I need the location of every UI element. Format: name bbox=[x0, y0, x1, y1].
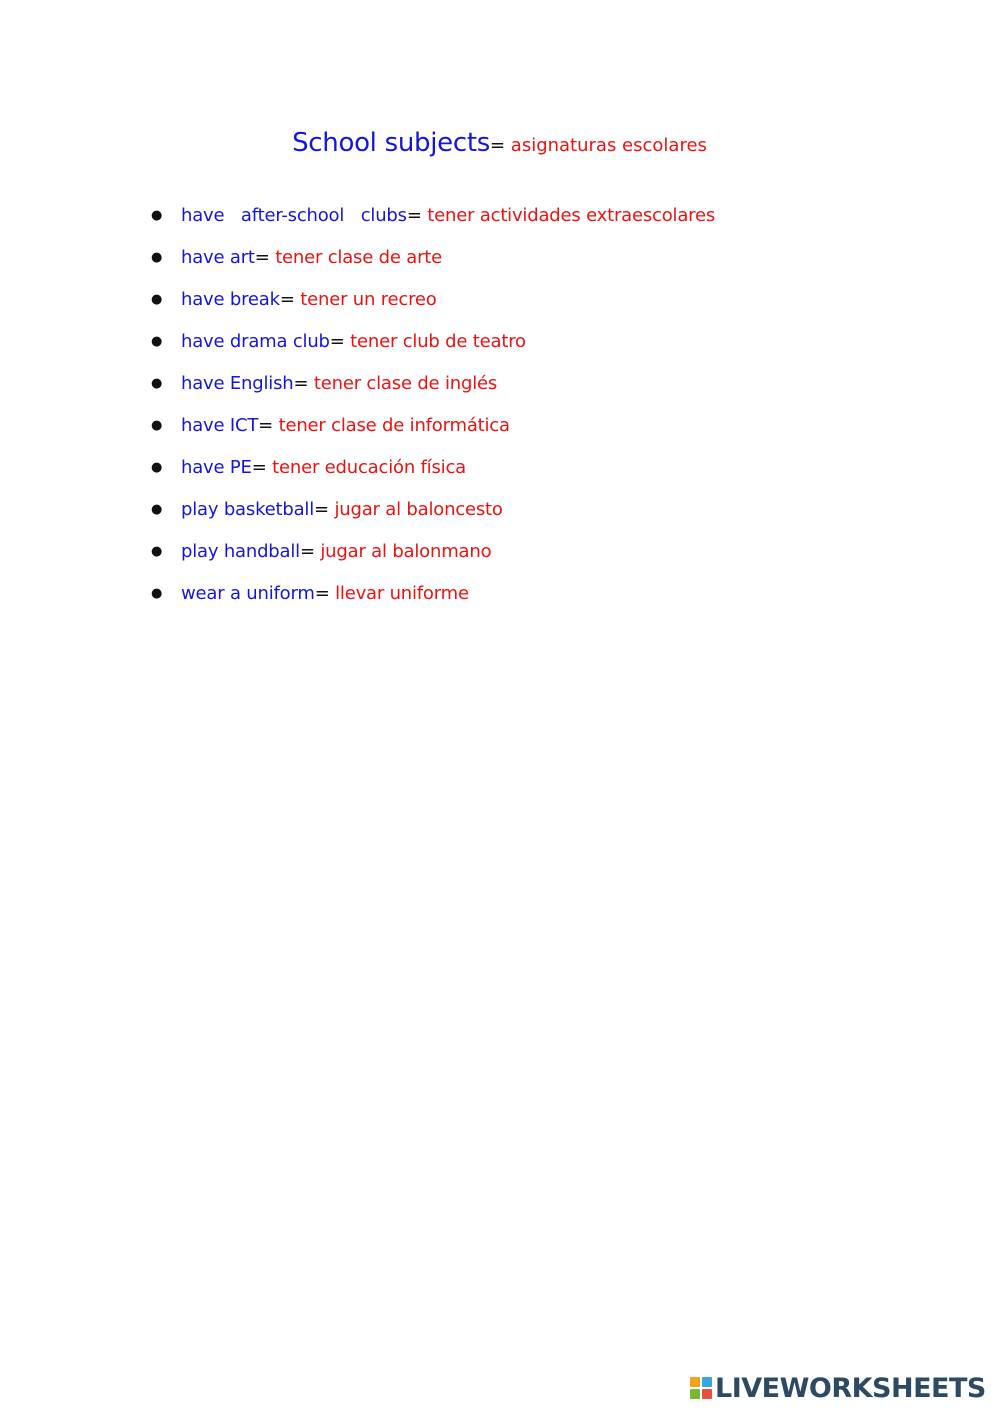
item-spanish: llevar uniforme bbox=[329, 583, 469, 604]
item-english: have art bbox=[181, 247, 255, 268]
item-english: play basketball bbox=[181, 499, 315, 520]
item-english: have break bbox=[181, 289, 280, 310]
item-equals: = bbox=[299, 541, 315, 562]
bullet-icon: ● bbox=[151, 544, 163, 559]
item-equals: = bbox=[406, 205, 422, 226]
bullet-icon: ● bbox=[151, 376, 163, 391]
bullet-icon: ● bbox=[151, 418, 163, 433]
item-equals: = bbox=[258, 415, 274, 436]
item-equals: = bbox=[293, 373, 309, 394]
item-english: wear a uniform bbox=[181, 583, 315, 604]
item-spanish: tener club de teatro bbox=[344, 331, 526, 352]
bullet-icon: ● bbox=[151, 460, 163, 475]
item-equals: = bbox=[329, 331, 345, 352]
item-equals: = bbox=[314, 583, 330, 604]
logo-square-green bbox=[690, 1389, 700, 1399]
item-spanish: jugar al baloncesto bbox=[328, 499, 503, 520]
item-spanish: tener educación física bbox=[266, 457, 466, 478]
bullet-icon: ● bbox=[151, 586, 163, 601]
title-spanish: asignaturas escolares bbox=[505, 135, 707, 156]
item-english: have after-school clubs bbox=[181, 205, 407, 226]
item-equals: = bbox=[254, 247, 270, 268]
liveworksheets-logo[interactable] bbox=[690, 1371, 986, 1405]
title-english: School subjects bbox=[292, 128, 490, 158]
item-equals: = bbox=[314, 499, 329, 520]
logo-text: LIVEWORKSHEETS bbox=[715, 1372, 986, 1404]
item-spanish: tener un recreo bbox=[294, 289, 437, 310]
logo-square-orange bbox=[690, 1377, 700, 1387]
liveworksheets-logo-icon bbox=[690, 1377, 712, 1399]
logo-square-blue bbox=[702, 1377, 712, 1387]
item-english: have PE bbox=[181, 457, 252, 478]
item-english: have drama club bbox=[181, 331, 330, 352]
item-english: have English bbox=[181, 373, 294, 394]
bullet-icon: ● bbox=[151, 502, 163, 517]
item-english: have ICT bbox=[181, 415, 259, 436]
bullet-icon: ● bbox=[151, 292, 163, 307]
page-title bbox=[0, 126, 999, 163]
logo-square-red bbox=[702, 1389, 712, 1399]
bullet-icon: ● bbox=[151, 250, 163, 265]
item-spanish: tener clase de informática bbox=[273, 415, 510, 436]
item-spanish: tener clase de inglés bbox=[308, 373, 498, 394]
item-spanish: jugar al balonmano bbox=[314, 541, 492, 562]
item-equals: = bbox=[251, 457, 267, 478]
item-english: play handball bbox=[181, 541, 300, 562]
bullet-icon: ● bbox=[151, 208, 163, 223]
item-spanish: tener clase de arte bbox=[269, 247, 443, 268]
bullet-icon: ● bbox=[151, 334, 163, 349]
title-equals: = bbox=[489, 135, 506, 156]
item-equals: = bbox=[279, 289, 295, 310]
item-spanish: tener actividades extraescolares bbox=[421, 205, 716, 226]
